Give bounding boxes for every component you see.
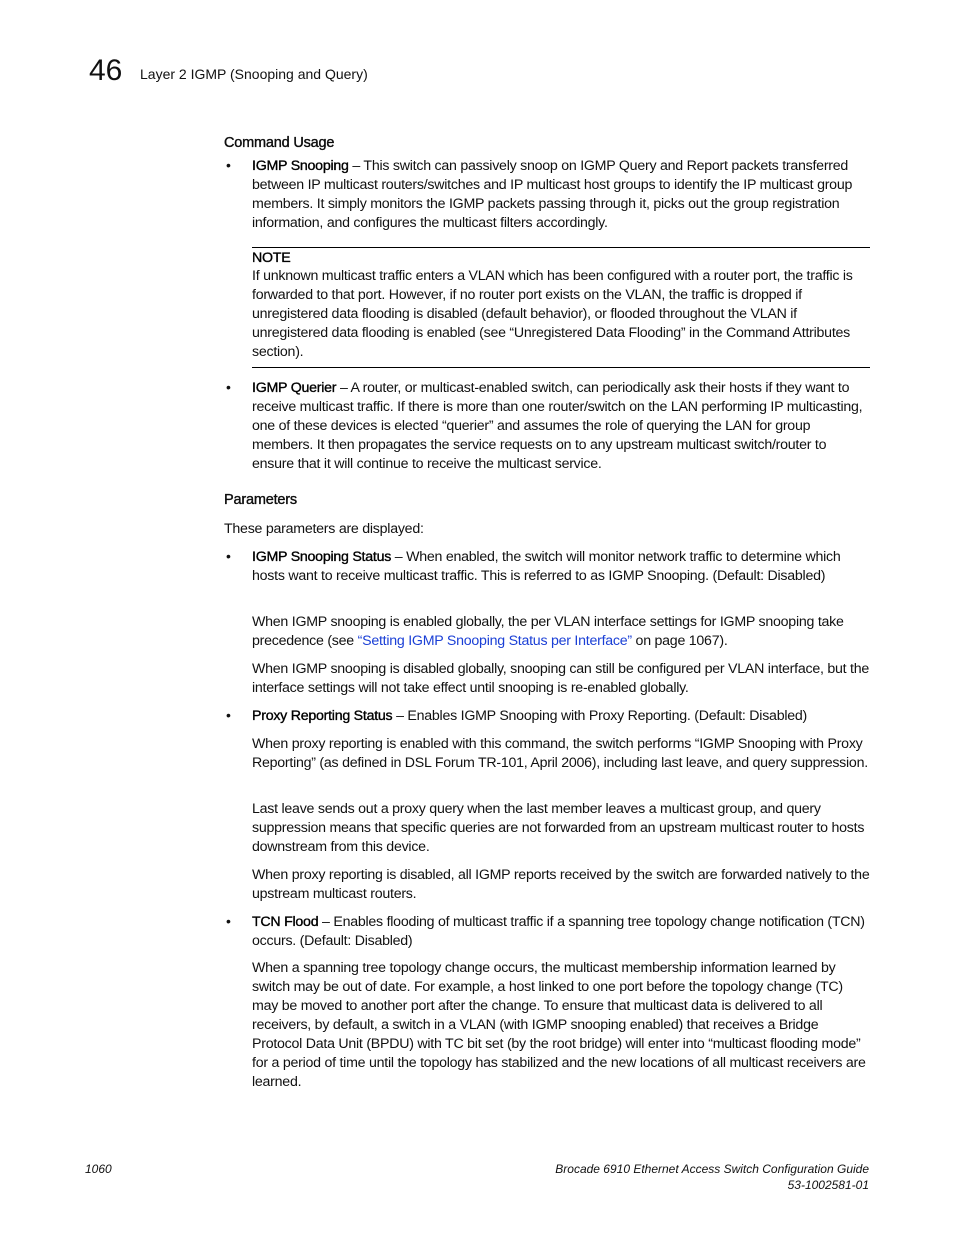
note-text: If unknown multicast traffic enters a VLAN which has been configured with a router port, the traffic is forwarded to that port. However, if no router port exists on the VLAN, the traffic is dropped if unregistered data flooding is disabled (default behavior), or flooded throughout the VLAN if unregistered data flooding is enabled (see “Unregistered Data Flooding” in the Command Attributes section). bbox=[252, 268, 853, 360]
guide-title: Brocade 6910 Ethernet Access Switch Configuration Guide bbox=[555, 1162, 869, 1176]
description: – When enabled, the switch will monitor network traffic to determine which hosts want to receive multicast traffic. This is referred to as IGMP Snooping. (Default: Disabled) bbox=[252, 549, 841, 584]
proxy-reporting-item bbox=[252, 707, 870, 726]
term: TCN Flood bbox=[252, 914, 319, 930]
igmp-querier-item bbox=[252, 379, 870, 474]
bullet: • bbox=[226, 379, 231, 395]
igmp-snooping-status-item bbox=[252, 548, 870, 586]
bullet: • bbox=[226, 548, 231, 564]
note-bottom-rule bbox=[252, 367, 870, 368]
proxy-reporting-para3: When proxy reporting is disabled, all IGMP reports received by the switch are forwarded natively to the upstream multicast routers. bbox=[252, 867, 870, 902]
parameters-heading: Parameters bbox=[224, 492, 297, 508]
bullet: • bbox=[226, 707, 231, 723]
term: IGMP Querier bbox=[252, 380, 337, 396]
proxy-reporting-para2: Last leave sends out a proxy query when the last member leaves a multicast group, and query suppression means that specific queries are not forwarded from an upstream multicast router to hosts downstream from this device. bbox=[252, 801, 865, 855]
igmp-snooping-item bbox=[252, 157, 870, 233]
doc-number: 53-1002581-01 bbox=[787, 1178, 869, 1192]
term: Proxy Reporting Status bbox=[252, 708, 393, 724]
page-number: 1060 bbox=[85, 1162, 112, 1176]
text: When IGMP snooping is enabled globally, the per VLAN interface settings for IGMP snooping take precedence (see bbox=[252, 614, 844, 649]
igmp-snooping-status-para1 bbox=[252, 613, 870, 651]
bullet: • bbox=[226, 913, 231, 929]
chapter-title: Layer 2 IGMP (Snooping and Query) bbox=[140, 66, 368, 82]
note-top-rule bbox=[252, 247, 870, 248]
term: IGMP Snooping bbox=[252, 158, 349, 174]
term: IGMP Snooping Status bbox=[252, 549, 392, 565]
parameters-intro: These parameters are displayed: bbox=[224, 521, 424, 537]
note-label: NOTE bbox=[252, 250, 291, 266]
description: – Enables IGMP Snooping with Proxy Reporting. (Default: Disabled) bbox=[392, 708, 807, 724]
command-usage-heading: Command Usage bbox=[224, 135, 335, 151]
chapter-number: 46 bbox=[89, 54, 123, 87]
description: – A router, or multicast-enabled switch, can periodically ask their hosts if they want to receive multicast traffic. If there is more than one router/switch on the LAN performing IP multicasting, one of these devices is elected “querier” and assumes the role of querying the LAN for group members. It then propagates the service requests on to any upstream multicast switch/router to ensure that it will continue to receive the multicast service. bbox=[252, 380, 863, 472]
bullet: • bbox=[226, 157, 231, 173]
text: on page 1067). bbox=[631, 633, 728, 649]
proxy-reporting-para1: When proxy reporting is enabled with this command, the switch performs “IGMP Snooping with Proxy Reporting” (as defined in DSL Forum TR-101, April 2006), including last leave, and query suppression. bbox=[252, 736, 868, 771]
description: – This switch can passively snoop on IGMP Query and Report packets transferred between IP multicast routers/switches and IP multicast host groups to identify the IP multicast group members. It simply monitors the IGMP packets passing through it, picks out the group registration information, and configures the multicast filters accordingly. bbox=[252, 158, 853, 231]
igmp-snooping-status-para2: When IGMP snooping is disabled globally, snooping can still be configured per VLAN interface, but the interface settings will not take effect until snooping is re-enabled globally. bbox=[252, 661, 869, 696]
tcn-flood-para1: When a spanning tree topology change occurs, the multicast membership information learned by switch may be out of date. For example, a host linked to one port before the topology change (TC) may be moved to another port after the change. To ensure that multicast data is delivered to all receivers, by default, a switch in a VLAN (with IGMP snooping enabled) that receives a Bridge Protocol Data Unit (BPDU) with TC bit set (by the root bridge) will enter into “multicast flooding mode” for a period of time until the topology has stabilized and the new locations of all multicast receivers are learned. bbox=[252, 960, 866, 1090]
description: – Enables flooding of multicast traffic if a spanning tree topology change notification (TCN) occurs. (Default: Disabled) bbox=[252, 914, 865, 949]
tcn-flood-item bbox=[252, 913, 870, 951]
setting-igmp-snooping-link[interactable]: “Setting IGMP Snooping Status per Interface” bbox=[357, 633, 632, 649]
